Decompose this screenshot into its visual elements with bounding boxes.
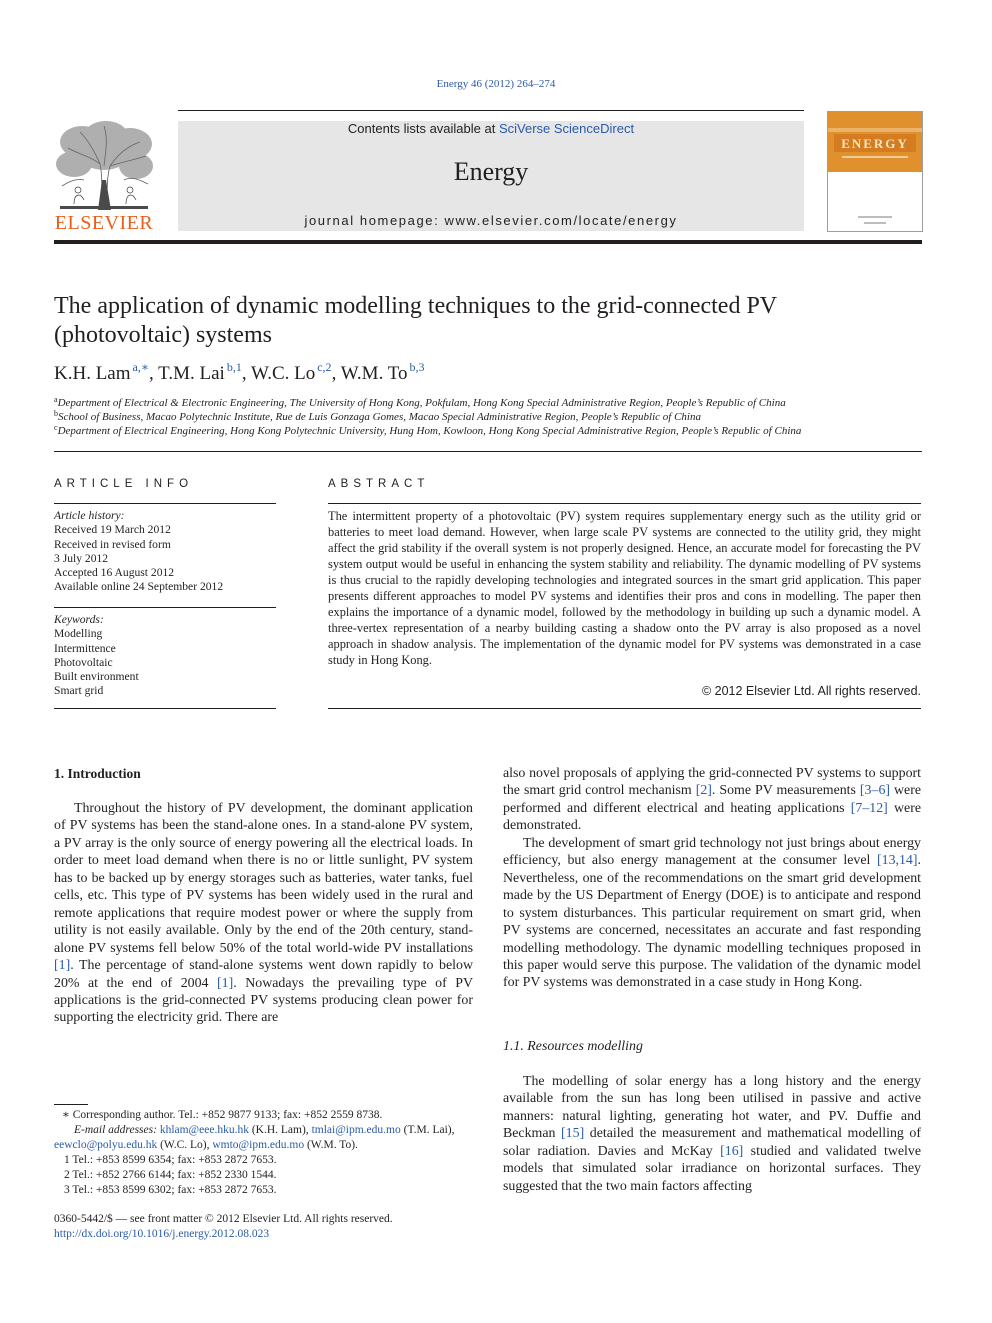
article-info-bottom-rule (54, 708, 276, 709)
issn-line: 0360-5442/$ — see front matter © 2012 Elsevier Ltd. All rights reserved. (54, 1213, 393, 1225)
affiliation-a (54, 395, 786, 409)
body-text-run: The development of smart grid technology not just brings about energy efficiency, but also energy management at the consumer level (503, 835, 921, 869)
reference-link[interactable]: [7–12] (850, 800, 888, 816)
body-text-run: The modelling of solar energy has a long history and the energy available from the sun has long been utilised in passive and active manners: natural lighting, generating hot water, and PV. Duffie and Beckman (503, 1074, 921, 1142)
author-separator: , (149, 363, 159, 384)
email-line (54, 1138, 473, 1153)
reference-link[interactable]: [3–6] (859, 783, 891, 799)
cover-title-text: ENERGY (841, 136, 909, 151)
journal-header-box (178, 121, 804, 231)
email-line (54, 1123, 473, 1138)
intro-paragraph-1 (54, 800, 473, 1027)
affiliation-mark: b (54, 409, 58, 418)
journal-homepage[interactable]: journal homepage: www.elsevier.com/locate/energy (304, 213, 678, 228)
body-text-run: Throughout the history of PV development, the dominant application of PV systems has been the stand-alone ones. In a stand-alone PV system, a PV array is the only source of energy powering all the electrical loads. In order to meet load demand when there is no or little sunlight, PV system has to be backed up by energy storages such as batteries, water tanks, fuel cells, etc. This type of PV systems has been widely used in the rural and remote applications that require modest power or where the supply from utility is not easily available. Only by the end of the 20th century, stand-alone PV systems fell below 50% of the total world-wide PV installations (54, 801, 473, 956)
author-separator: , (331, 363, 341, 384)
reference-link[interactable]: [15] (561, 1126, 585, 1142)
keyword: Modelling (54, 627, 103, 641)
history-item: 3 July 2012 (54, 551, 109, 565)
email-owner: (W.C. Lo), (157, 1139, 213, 1151)
body-text-run: . Nevertheless, one of the recommendations on the smart grid development made by the US Department of Energy (DOE) is to anticipate and respond to system disturbances. This particular requirement on smart grid, when PV systems are concerned, necessitates an accurate and fast responding modelling methodology. The dynamic modelling techniques proposed in this paper would serve this purpose. The validation of the dynamic model for PV systems was demonstrated in a case study in Hong Kong. (503, 853, 921, 991)
abstract-heading: ABSTRACT (328, 478, 430, 490)
author-name: W.C. Lo (251, 363, 316, 384)
reference-link[interactable]: [2] (695, 783, 712, 799)
journal-cover-image (828, 112, 922, 231)
resources-paragraph (503, 1073, 921, 1195)
email-link[interactable]: eewclo@polyu.edu.hk (54, 1139, 158, 1151)
email-owner: (W.M. To). (304, 1139, 358, 1151)
author-name: W.M. To (340, 363, 408, 384)
affiliation-mark: a (54, 395, 58, 404)
affiliation-text: Department of Electrical Engineering, Hong Kong Polytechnic University, Hung Hom, Kowloon, Hong Kong Special Administrative Region, People’s Republic of China (57, 425, 802, 437)
keyword: Intermittence (54, 641, 116, 655)
journal-name: Energy (453, 157, 529, 186)
abstract-copyright: © 2012 Elsevier Ltd. All rights reserved. (701, 684, 921, 698)
keywords-rule (54, 607, 276, 608)
author-affiliation-mark[interactable]: a,∗ (132, 360, 149, 374)
doi-link[interactable]: http://dx.doi.org/10.1016/j.energy.2012.08.023 (54, 1228, 270, 1240)
email-owner: (T.M. Lai), (400, 1124, 455, 1136)
reference-link[interactable]: [13,14] (877, 853, 918, 869)
page-footer (54, 1212, 654, 1242)
footnotes (54, 1108, 473, 1198)
author-affiliation-mark[interactable]: c,2 (317, 360, 332, 374)
body-text-run: detailed the measurement and mathematical modelling of solar radiation. Davies and McKay (503, 1126, 921, 1159)
subsection-heading-resources: 1.1. Resources modelling (503, 1039, 643, 1054)
body-text-run: were performed and different electrical and heating applications (503, 783, 921, 816)
article-info-rule (54, 503, 276, 504)
keyword: Photovoltaic (54, 655, 113, 669)
email-link[interactable]: wmto@ipm.edu.mo (212, 1139, 305, 1151)
section-heading-introduction: 1. Introduction (54, 766, 141, 781)
footnote-2: 2 Tel.: +852 2766 6144; fax: +852 2330 1544. (64, 1169, 277, 1181)
affiliation-text: Department of Electrical & Electronic Engineering, The University of Hong Kong, Pokfulam, Hong Kong Special Administrative Region, People’s Republic of China (57, 397, 786, 409)
footnote-3: 3 Tel.: +853 8599 6302; fax: +853 2872 7653. (64, 1184, 277, 1196)
history-item: Available online 24 September 2012 (54, 580, 224, 594)
contents-availability (178, 121, 804, 136)
corresponding-author-note: ∗ Corresponding author. Tel.: +852 9877 9133; fax: +852 2559 8738. (62, 1109, 383, 1121)
email-label: E-mail addresses: (74, 1124, 160, 1136)
body-text-run: studied and validated twelve models that simulated solar irradiance on horizontal surfaces. They suggested that the two main factors affecting (503, 1143, 921, 1194)
email-link[interactable]: khlam@eee.hku.hk (159, 1124, 249, 1136)
affiliation-c (54, 423, 801, 437)
journal-citation[interactable]: Energy 46 (2012) 264–274 (436, 78, 556, 90)
body-text-run: . Some PV measurements (711, 783, 860, 799)
author-list (54, 360, 425, 385)
article-info-heading: ARTICLE INFO (54, 478, 194, 490)
elsevier-wordmark: ELSEVIER (54, 212, 154, 234)
affiliation-mark: c (54, 423, 58, 432)
article-history (54, 509, 276, 595)
reference-link[interactable]: [1] (217, 975, 234, 991)
footnote-rule (54, 1104, 88, 1105)
author-affiliation-mark[interactable]: b,3 (409, 360, 425, 374)
affiliation-b (54, 409, 701, 423)
article-title: The application of dynamic modelling techniques to the grid-connected PV (photovoltaic) systems (54, 293, 777, 348)
body-text-run: also novel proposals of applying the grid-connected PV systems to support the smart grid control mechanism (503, 766, 921, 799)
journal-cover-thumbnail[interactable] (827, 111, 923, 232)
author-separator: , (241, 363, 252, 384)
body-text-run: were demonstrated. (503, 800, 921, 834)
body-text-run: . Nowadays the prevailing type of PV applications is the grid-connected PV systems producing clean power for supporting the electricity grid. There are (54, 975, 473, 1026)
author-name: T.M. Lai (158, 363, 225, 384)
affiliation-divider (54, 451, 922, 452)
keyword: Built environment (54, 670, 139, 684)
abstract-bottom-rule (328, 708, 921, 709)
keywords-list (54, 613, 276, 699)
author-affiliation-mark[interactable]: b,1 (226, 360, 242, 374)
history-item: Received 19 March 2012 (54, 523, 171, 537)
sciencedirect-link[interactable]: SciVerse ScienceDirect (498, 121, 635, 136)
header-thick-rule (54, 240, 922, 244)
reference-link[interactable]: [1] (54, 958, 71, 974)
body-text-run: . The percentage of stand-alone systems went down rapidly to below 20% at the end of 2004 (54, 958, 473, 991)
abstract-rule (328, 503, 921, 504)
history-label: Article history: (54, 509, 125, 522)
email-owner: (K.H. Lam), (248, 1124, 312, 1136)
history-item: Accepted 16 August 2012 (54, 566, 175, 580)
history-item: Received in revised form (54, 537, 171, 551)
contents-prefix: Contents lists available at (347, 121, 499, 136)
keyword: Smart grid (54, 684, 104, 698)
abstract-text: The intermittent property of a photovoltaic (PV) system requires supplementary energy such as the utility grid or batteries to meet load demand. However, when large scale PV systems are connected to the utility grid, they might affect the grid stability if the overall system is not properly designed. Hence, an accurate model for forecasting the PV system output would be useful in enhancing the system stability and reliability. The dynamic modelling of PV systems is thus crucial to the rapidly developing technologies and integrated sources in the smart grid application. This paper presents different approaches to model PV systems and identifies their pros and cons in modelling. The paper then explains the importance of a dynamic model, followed by the methodology in building up such a dynamic model. A three-vertex representation of a nearby building casting a shadow onto the PV array is also proposed as a novel approach in shadow analysis. The implementation of the dynamic model for PV systems was demonstrated in a case study in Hong Kong. (328, 509, 921, 667)
email-link[interactable]: tmlai@ipm.edu.mo (311, 1124, 401, 1136)
elsevier-logo[interactable] (54, 120, 154, 232)
header-top-rule (178, 110, 804, 111)
footnote-1: 1 Tel.: +853 8599 6354; fax: +853 2872 7653. (64, 1154, 277, 1166)
intro-column-2 (503, 765, 921, 992)
affiliation-text: School of Business, Macao Polytechnic Institute, Rue de Luis Gonzaga Gomes, Macao Special Administrative Region, People’s Republic of China (58, 411, 701, 423)
author-name: K.H. Lam (54, 363, 131, 384)
keywords-label: Keywords: (54, 613, 104, 626)
reference-link[interactable]: [16] (720, 1143, 744, 1159)
